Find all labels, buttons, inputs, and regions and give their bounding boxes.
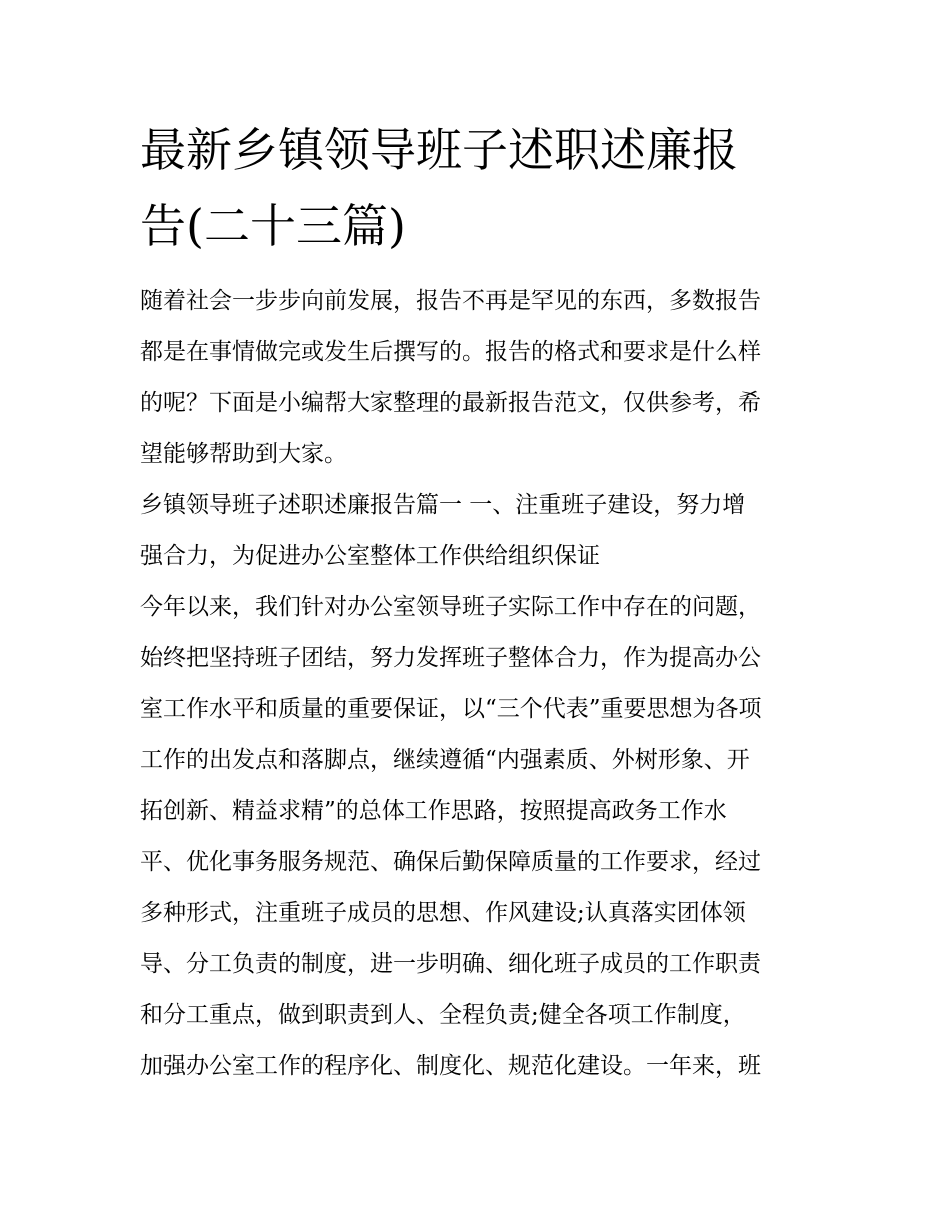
body-line: 工作的出发点和落脚点，继续遵循“内强素质、外树形象、开 (140, 747, 750, 773)
body-line: 今年以来，我们针对办公室领导班子实际工作中存在的问题， (140, 594, 761, 620)
body-line: 加强办公室工作的程序化、制度化、规范化建设。一年来，班 (140, 1053, 761, 1079)
title-line: 告(二十三篇) (140, 199, 406, 253)
body-line: 和分工重点，做到职责到人、全程负责;健全各项工作制度， (140, 1002, 746, 1028)
body-line: 导、分工负责的制度，进一步明确、细化班子成员的工作职责 (140, 951, 761, 977)
body-line: 都是在事情做完或发生后撰写的。报告的格式和要求是什么样 (140, 339, 761, 365)
title-line: 最新乡镇领导班子述职述廉报 (140, 123, 738, 177)
document-body (140, 278, 820, 1094)
body-line: 乡镇领导班子述职述廉报告篇一 一、注重班子建设，努力增 (140, 492, 746, 518)
body-line: 始终把坚持班子团结，努力发挥班子整体合力，作为提高办公 (140, 645, 761, 671)
body-line: 的呢？下面是小编帮大家整理的最新报告范文，仅供参考，希 (140, 390, 761, 416)
body-line: 多种形式，注重班子成员的思想、作风建设;认真落实团体领 (140, 900, 746, 926)
body-line: 平、优化事务服务规范、确保后勤保障质量的工作要求，经过 (140, 849, 761, 875)
body-line: 强合力，为促进办公室整体工作供给组织保证 (140, 543, 600, 569)
body-line: 望能够帮助到大家。 (140, 441, 347, 467)
body-line: 拓创新、精益求精”的总体工作思路，按照提高政务工作水 (140, 798, 727, 824)
document-title (140, 112, 820, 264)
body-line: 室工作水平和质量的重要保证，以“三个代表”重要思想为各项 (140, 696, 762, 722)
body-line: 随着社会一步步向前发展，报告不再是罕见的东西，多数报告 (140, 288, 761, 314)
